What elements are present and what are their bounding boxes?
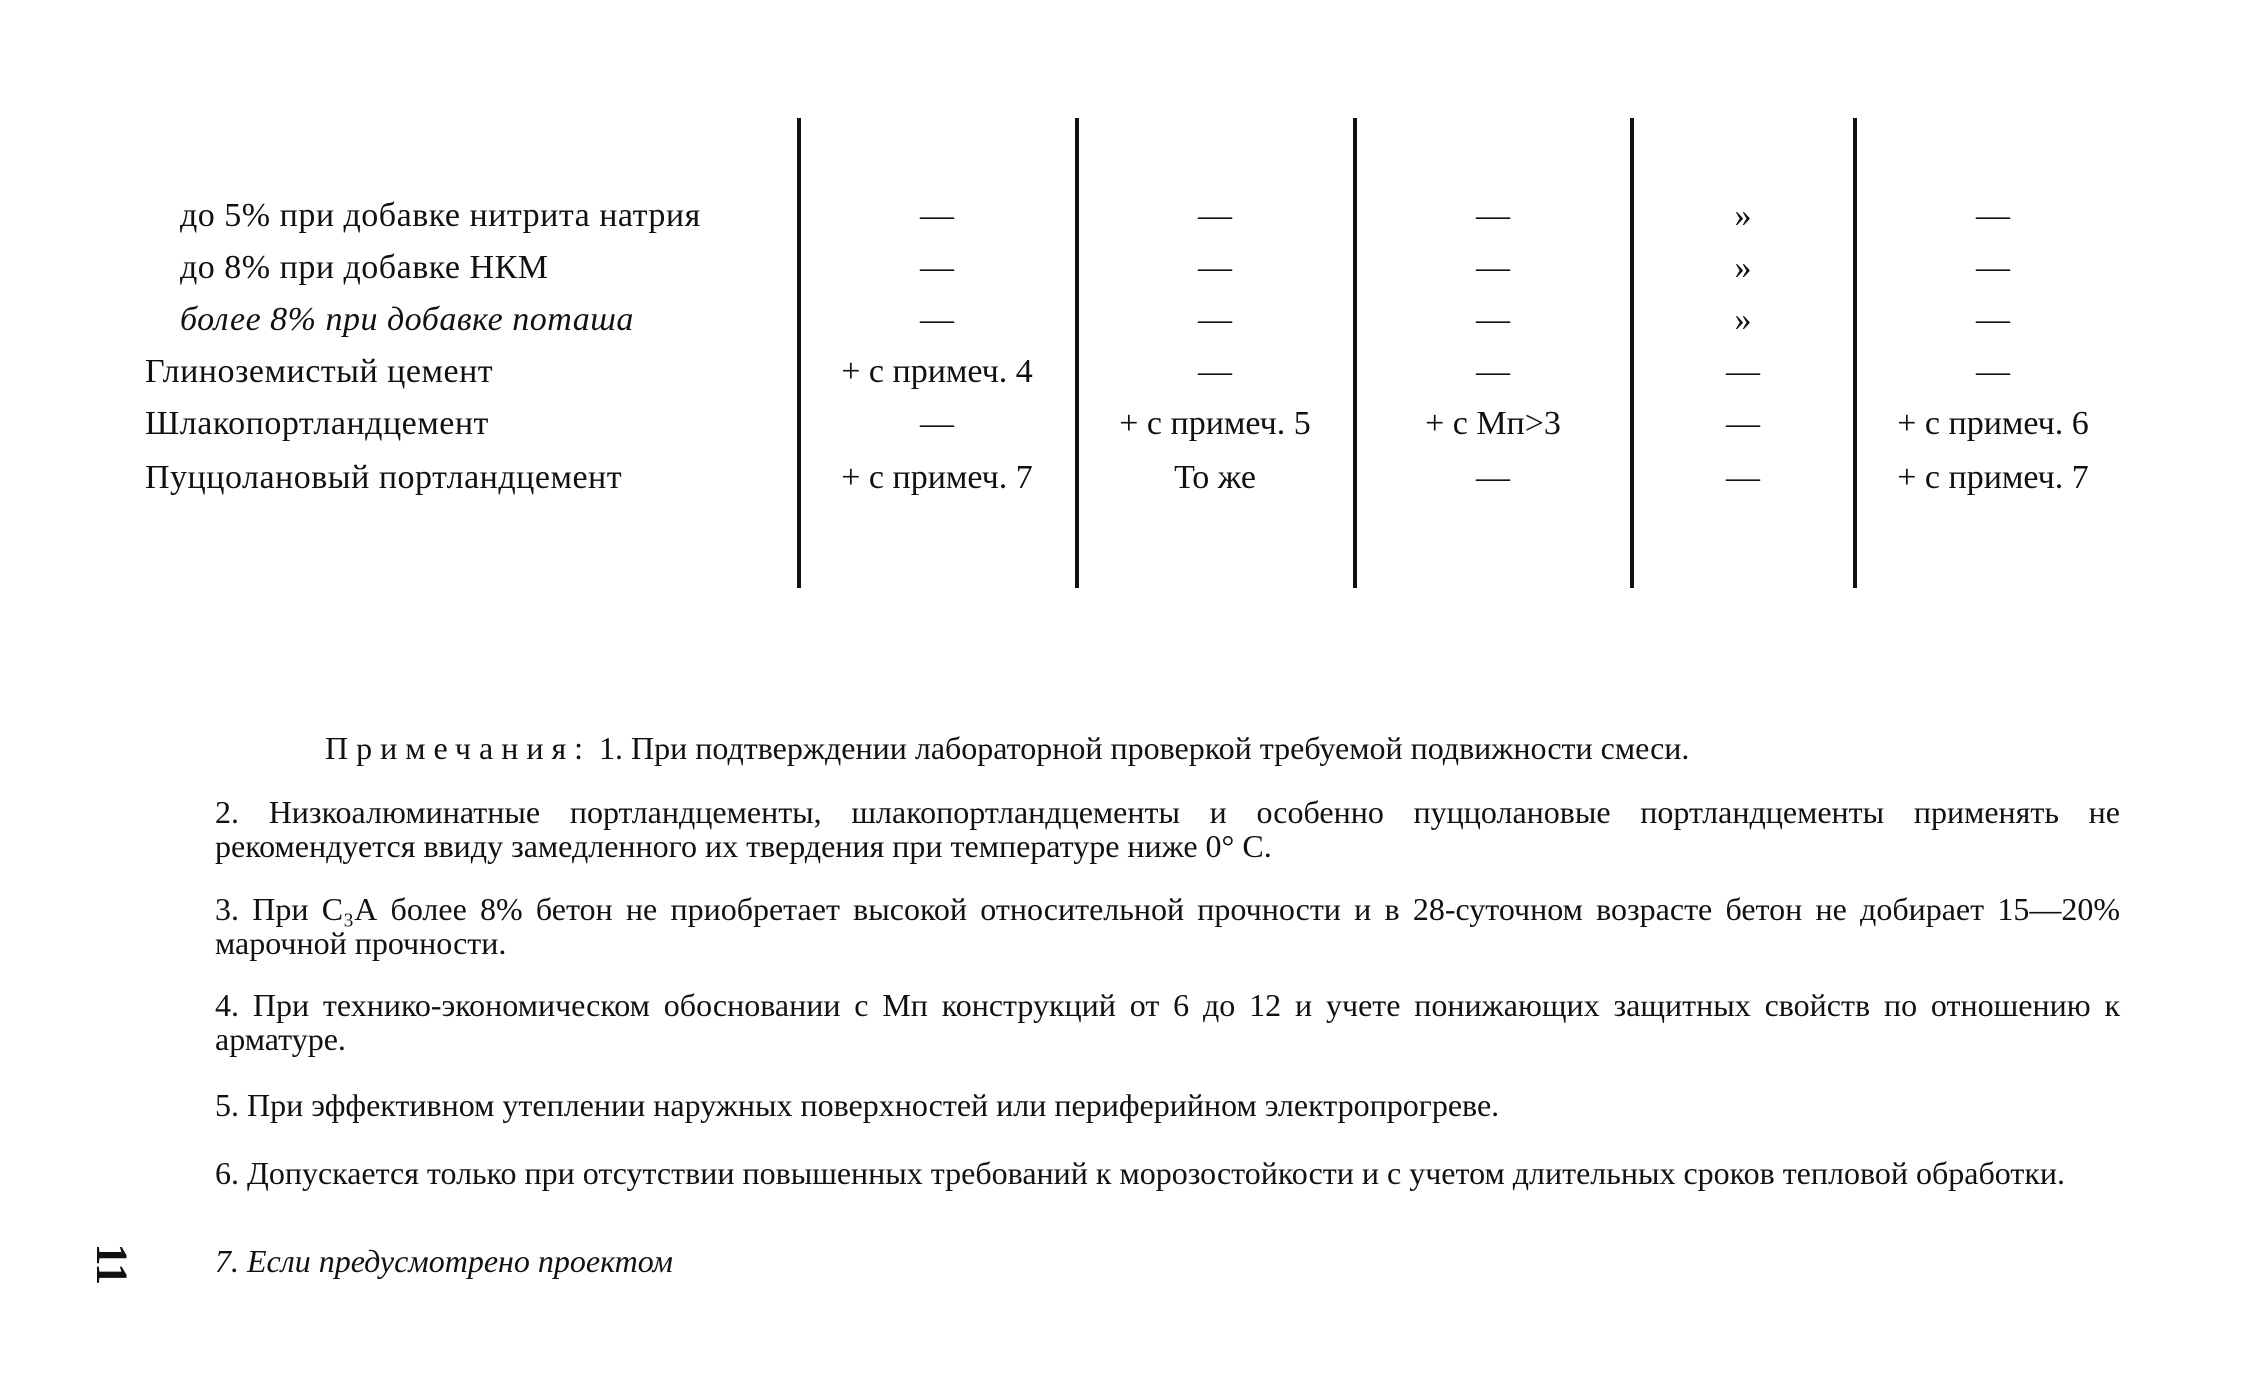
table-cell: — bbox=[1976, 249, 2010, 286]
table-cell: — bbox=[1198, 197, 1232, 234]
table-cell: — bbox=[920, 301, 954, 338]
row-label: до 8% при добавке НКМ bbox=[180, 249, 549, 286]
table-cell: — bbox=[1198, 249, 1232, 286]
note-4: 4. При технико-экономическом обосновании с Мп конструкций от 6 до 12 и учете понижающих защитных свойств по отношению к арматуре. bbox=[215, 987, 2120, 1057]
table-cell: » bbox=[1734, 249, 1752, 286]
table-cell: — bbox=[1476, 197, 1510, 234]
table-cell: То же bbox=[1174, 459, 1256, 496]
note-2: 2. Низкоалюминатные портландцементы, шлакопортландцементы и особенно пуццолановые портландцементы применять не рекомендуется ввиду замедленного их твердения при температуре ниже 0° С. bbox=[215, 794, 2120, 864]
row-label: более 8% при добавке поташа bbox=[180, 301, 634, 338]
row-label: до 5% при добавке нитрита натрия bbox=[180, 197, 701, 234]
row-label: Шлакопортландцемент bbox=[145, 405, 489, 442]
table-cell: + с примеч. 7 bbox=[841, 459, 1033, 496]
note-3: 3. При С₃А более 8% бетон не приобретает высокой относительной прочности и в 28-суточном возрасте бетон не добирает 15—20% марочной прочности. bbox=[215, 891, 2120, 961]
notes-heading bbox=[325, 730, 1689, 767]
note-1: 1. При подтверждении лабораторной проверкой требуемой подвижности смеси. bbox=[599, 730, 1690, 766]
table-cell: » bbox=[1734, 197, 1752, 234]
table-cell: + с примеч. 6 bbox=[1897, 405, 2089, 442]
row-label: Пуццолановый портландцемент bbox=[145, 459, 623, 496]
table-cell: — bbox=[1976, 197, 2010, 234]
table-cell: — bbox=[1476, 459, 1510, 496]
table-cell: + с примеч. 7 bbox=[1897, 459, 2089, 496]
table-cell: + с Мп>3 bbox=[1425, 405, 1561, 442]
note-5: 5. При эффективном утеплении наружных поверхностей или периферийном электропрогреве. bbox=[215, 1087, 1500, 1123]
table-cell: — bbox=[920, 197, 954, 234]
row-label: Глиноземистый цемент bbox=[145, 353, 494, 390]
table-cell: — bbox=[920, 405, 954, 442]
table-cell: + с примеч. 4 bbox=[841, 353, 1033, 390]
table-cell: — bbox=[1476, 353, 1510, 390]
table-cell: — bbox=[1476, 249, 1510, 286]
table-cell: — bbox=[1726, 459, 1760, 496]
table-cell: — bbox=[1198, 301, 1232, 338]
table-cell: + с примеч. 5 bbox=[1119, 405, 1311, 442]
table-cell: — bbox=[1476, 301, 1510, 338]
table-cell: — bbox=[1726, 353, 1760, 390]
notes-title: Примечания: bbox=[325, 730, 592, 766]
note-7: 7. Если предусмотрено проектом bbox=[215, 1243, 673, 1279]
table-cell: — bbox=[920, 249, 954, 286]
note-6: 6. Допускается только при отсутствии повышенных требований к морозостойкости и с учетом длительных сроков тепловой обработки. bbox=[215, 1155, 2065, 1191]
table-cell: — bbox=[1976, 353, 2010, 390]
page-number: 11 bbox=[87, 1243, 137, 1286]
table-cell: — bbox=[1976, 301, 2010, 338]
table-cell: — bbox=[1726, 405, 1760, 442]
table-cell: » bbox=[1734, 301, 1752, 338]
table-cell: — bbox=[1198, 353, 1232, 390]
